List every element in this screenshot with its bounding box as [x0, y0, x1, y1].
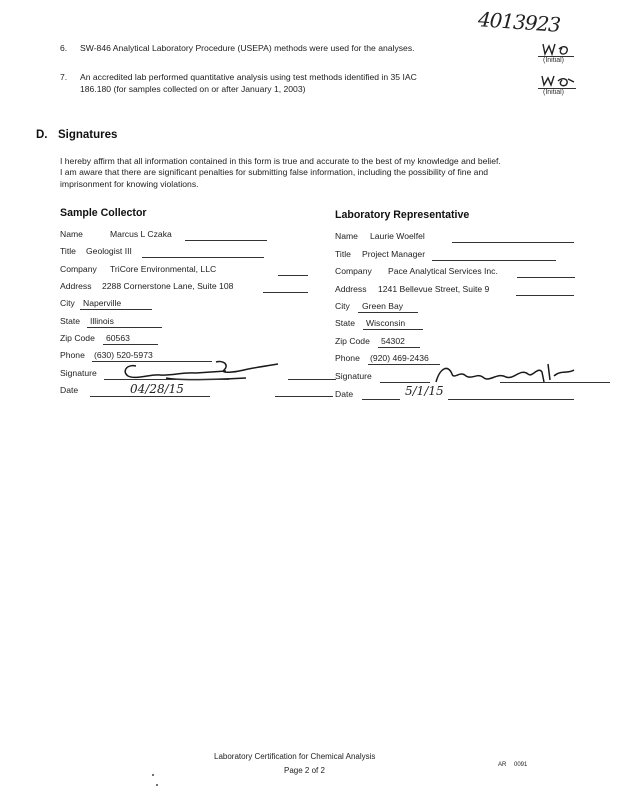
lab-state-value: Wisconsin — [366, 318, 406, 328]
scan-speck — [156, 784, 158, 786]
item-7-initial-label: (Initial) — [543, 89, 565, 96]
collector-date-line-end — [275, 396, 333, 397]
collector-signature-label: Signature — [60, 368, 97, 378]
lab-signature-line-end — [500, 382, 610, 383]
item-6-number: 6. — [60, 43, 68, 53]
collector-city-value: Naperville — [83, 298, 122, 308]
collector-phone-value: (630) 520-5973 — [94, 350, 153, 360]
footer-stamp-a: AR — [498, 762, 507, 768]
affirmation-line-2: I am aware that there are significant penalties for submitting false information, including the possibility of fine and — [60, 167, 489, 178]
collector-date-value: 04/28/15 — [130, 382, 184, 396]
sample-collector-heading: Sample Collector — [60, 207, 147, 219]
collector-company-label: Company — [60, 264, 97, 274]
collector-signature-line — [104, 379, 229, 380]
collector-address-value: 2288 Cornerstone Lane, Suite 108 — [102, 281, 234, 291]
lab-city-label: City — [335, 301, 350, 311]
lab-date-line-end — [448, 399, 574, 400]
lab-signature — [430, 360, 580, 388]
collector-address-line — [263, 292, 308, 293]
item-7-text-line1: An accredited lab performed quantitative analysis using test methods identified in 35 IAC — [80, 72, 417, 82]
collector-name-value: Marcus L Czaka — [110, 229, 172, 239]
lab-date-label: Date — [335, 389, 354, 399]
collector-company-line — [278, 275, 308, 276]
lab-city-line — [358, 312, 418, 313]
footer-page: Page 2 of 2 — [284, 766, 325, 775]
lab-phone-label: Phone — [335, 353, 360, 363]
collector-name-line — [185, 240, 267, 241]
section-letter: D. — [36, 129, 48, 141]
collector-zip-line — [103, 344, 158, 345]
lab-title-label: Title — [335, 249, 351, 259]
lab-date-line — [362, 399, 400, 400]
collector-state-line — [87, 327, 162, 328]
lab-address-line — [516, 295, 574, 296]
lab-state-line — [363, 329, 423, 330]
lab-title-line — [432, 260, 556, 261]
lab-zip-label: Zip Code — [335, 336, 370, 346]
lab-rep-heading: Laboratory Representative — [335, 209, 470, 221]
lab-company-value: Pace Analytical Services Inc. — [388, 266, 498, 276]
footer-title: Laboratory Certification for Chemical Analysis — [214, 752, 376, 761]
lab-company-line — [517, 277, 575, 278]
scan-speck — [152, 774, 154, 776]
document-number: 4013923 — [477, 7, 561, 37]
collector-address-label: Address — [60, 281, 92, 291]
collector-state-value: Illinois — [90, 316, 114, 326]
collector-title-label: Title — [60, 246, 76, 256]
lab-zip-line — [378, 347, 420, 348]
collector-city-line — [80, 309, 152, 310]
collector-name-label: Name — [60, 229, 83, 239]
affirmation-line-3: imprisonment for knowing violations. — [60, 178, 199, 189]
lab-name-label: Name — [335, 231, 358, 241]
lab-date-value: 5/1/15 — [405, 384, 444, 398]
section-title: Signatures — [58, 129, 118, 141]
lab-address-value: 1241 Bellevue Street, Suite 9 — [378, 284, 490, 294]
collector-phone-label: Phone — [60, 350, 85, 360]
affirmation-line-1: I hereby affirm that all information contained in this form is true and accurate to the best of my knowledge and belief. — [60, 156, 501, 166]
affirmation-text — [60, 156, 580, 190]
lab-city-value: Green Bay — [362, 301, 404, 311]
lab-name-line — [452, 242, 574, 243]
lab-company-label: Company — [335, 266, 372, 276]
lab-signature-line — [380, 382, 430, 383]
item-7-text-line2: 186.180 (for samples collected on or after January 1, 2003) — [80, 84, 306, 94]
lab-name-value: Laurie Woelfel — [370, 231, 425, 241]
collector-state-label: State — [60, 316, 81, 326]
lab-signature-label: Signature — [335, 371, 372, 381]
item-6-initial-label: (Initial) — [543, 57, 565, 64]
collector-zip-label: Zip Code — [60, 333, 95, 343]
lab-phone-value: (920) 469-2436 — [370, 353, 429, 363]
lab-state-label: State — [335, 318, 356, 328]
lab-address-label: Address — [335, 284, 367, 294]
collector-title-value: Geologist III — [86, 246, 132, 256]
collector-company-value: TriCore Environmental, LLC — [110, 264, 217, 274]
lab-title-value: Project Manager — [362, 249, 426, 259]
item-7-number: 7. — [60, 72, 68, 82]
collector-date-line — [90, 396, 210, 397]
collector-city-label: City — [60, 298, 75, 308]
item-6-text: SW-846 Analytical Laboratory Procedure (USEPA) methods were used for the analyses. — [80, 43, 415, 53]
footer-stamp-b: 0091 — [514, 762, 528, 768]
collector-title-line — [142, 257, 264, 258]
collector-date-label: Date — [60, 385, 79, 395]
lab-zip-value: 54302 — [381, 336, 405, 346]
item-7-initial-mark — [540, 73, 576, 89]
collector-signature-line-end — [288, 379, 336, 380]
collector-zip-value: 60563 — [106, 333, 130, 343]
